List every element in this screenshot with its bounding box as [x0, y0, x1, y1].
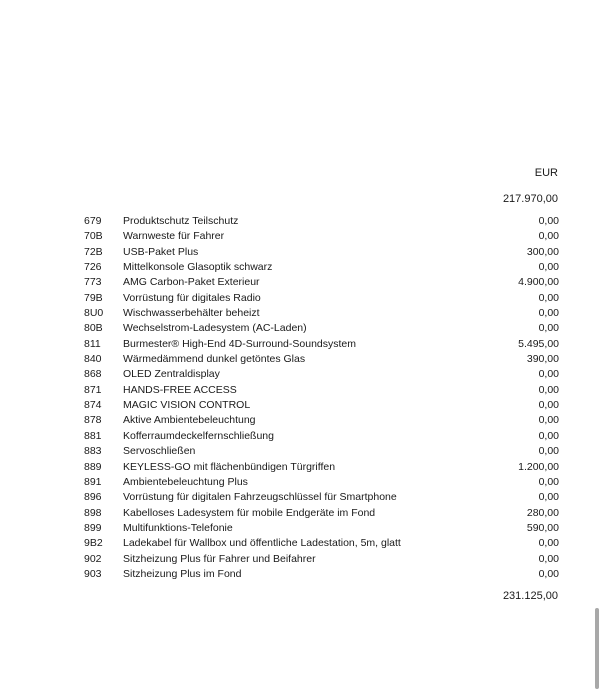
option-amount: 0,00: [538, 261, 559, 274]
option-row: [84, 337, 559, 352]
subtotal-amount: 217.970,00: [502, 193, 558, 205]
option-description: OLED Zentraldisplay: [123, 368, 220, 381]
option-amount: 390,00: [526, 353, 559, 366]
option-amount: 0,00: [538, 491, 559, 504]
option-row: [84, 306, 559, 321]
option-code: 883: [84, 445, 102, 458]
option-description: Produktschutz Teilschutz: [123, 215, 239, 227]
option-code: 70B: [84, 230, 103, 243]
option-row: [84, 367, 559, 382]
option-amount: 0,00: [538, 445, 559, 458]
option-row: [84, 536, 559, 551]
option-amount: 1.200,00: [518, 460, 559, 473]
option-list: [84, 214, 559, 582]
total-amount: 231.125,00: [502, 590, 558, 602]
currency-label: EUR: [534, 167, 558, 179]
option-code: 899: [84, 521, 102, 534]
option-row: [84, 260, 559, 275]
option-amount: 0,00: [538, 567, 559, 580]
option-row: [84, 352, 559, 367]
option-row: [84, 567, 559, 582]
option-row: [84, 521, 559, 536]
option-code: 773: [84, 276, 102, 289]
option-row: [84, 214, 559, 229]
option-amount: 4.900,00: [518, 276, 559, 289]
option-code: 811: [84, 337, 101, 350]
option-description: Sitzheizung Plus im Fond: [123, 567, 242, 580]
option-description: Vorrüstung für digitalen Fahrzeugschlüssel für Smartphone: [123, 491, 397, 504]
option-description: Ladekabel für Wallbox und öffentliche Ladestation, 5m, glatt: [123, 537, 401, 550]
option-amount: 0,00: [538, 230, 559, 243]
option-description: AMG Carbon-Paket Exterieur: [123, 276, 260, 289]
option-description: Warnweste für Fahrer: [123, 230, 225, 243]
option-amount: 0,00: [538, 552, 559, 565]
option-row: [84, 321, 559, 336]
option-row: [84, 275, 559, 290]
option-code: 878: [84, 414, 102, 427]
option-amount: 0,00: [538, 383, 559, 396]
option-amount: 300,00: [526, 245, 559, 258]
option-description: Aktive Ambientebeleuchtung: [123, 414, 256, 427]
option-row: [84, 444, 559, 459]
option-code: 8U0: [84, 307, 104, 320]
option-code: 726: [84, 261, 102, 274]
option-description: Kofferraumdeckelfernschließung: [123, 429, 274, 442]
option-code: 79B: [84, 291, 103, 304]
option-amount: 0,00: [538, 307, 559, 320]
option-description: Wechselstrom-Ladesystem (AC-Laden): [123, 322, 307, 335]
option-row: [84, 552, 559, 567]
option-description: USB-Paket Plus: [123, 245, 199, 258]
option-amount: 0,00: [538, 537, 559, 550]
option-amount: 0,00: [538, 429, 559, 442]
option-description: Sitzheizung Plus für Fahrer und Beifahrer: [123, 552, 316, 565]
option-description: Servoschließen: [123, 445, 196, 458]
vertical-scrollbar[interactable]: [595, 608, 599, 689]
option-amount: 0,00: [538, 322, 559, 335]
option-description: HANDS-FREE ACCESS: [123, 383, 237, 396]
option-row: [84, 413, 559, 428]
option-row: [84, 460, 559, 475]
option-description: KEYLESS-GO mit flächenbündigen Türgriffen: [123, 460, 336, 473]
option-row: [84, 398, 559, 413]
option-description: Wärmedämmend dunkel getöntes Glas: [123, 353, 306, 366]
option-amount: 0,00: [538, 291, 559, 304]
option-amount: 0,00: [538, 475, 559, 488]
option-description: Wischwasserbehälter beheizt: [123, 307, 260, 320]
option-code: 868: [84, 368, 102, 381]
option-code: 72B: [84, 245, 103, 258]
option-amount: 590,00: [526, 521, 559, 534]
option-amount: 280,00: [526, 506, 559, 519]
option-amount: 0,00: [538, 215, 559, 227]
option-code: 840: [84, 353, 102, 366]
option-row: [84, 229, 559, 244]
option-code: 891: [84, 475, 102, 488]
option-row: [84, 291, 559, 306]
option-code: 881: [84, 429, 102, 442]
option-code: 874: [84, 399, 102, 412]
option-code: 871: [84, 383, 102, 396]
option-code: 896: [84, 491, 102, 504]
option-row: [84, 245, 559, 260]
option-code: 679: [84, 215, 102, 227]
option-code: 902: [84, 552, 102, 565]
option-row: [84, 506, 559, 521]
option-description: MAGIC VISION CONTROL: [123, 399, 251, 412]
option-row: [84, 490, 559, 505]
option-description: Mittelkonsole Glasoptik schwarz: [123, 261, 273, 274]
option-amount: 0,00: [538, 399, 559, 412]
option-description: Kabelloses Ladesystem für mobile Endgeräte im Fond: [123, 506, 376, 519]
option-code: 898: [84, 506, 102, 519]
option-code: 903: [84, 567, 102, 580]
option-amount: 0,00: [538, 414, 559, 427]
option-row: [84, 383, 559, 398]
option-amount: 5.495,00: [518, 337, 559, 350]
option-description: Burmester® High-End 4D-Surround-Soundsystem: [123, 337, 356, 350]
option-amount: 0,00: [538, 368, 559, 381]
option-code: 80B: [84, 322, 103, 335]
option-row: [84, 429, 559, 444]
option-code: 9B2: [84, 537, 103, 550]
option-code: 889: [84, 460, 102, 473]
option-description: Ambientebeleuchtung Plus: [123, 475, 248, 488]
option-row: [84, 475, 559, 490]
option-description: Vorrüstung für digitales Radio: [123, 291, 261, 304]
option-description: Multifunktions-Telefonie: [123, 521, 233, 534]
